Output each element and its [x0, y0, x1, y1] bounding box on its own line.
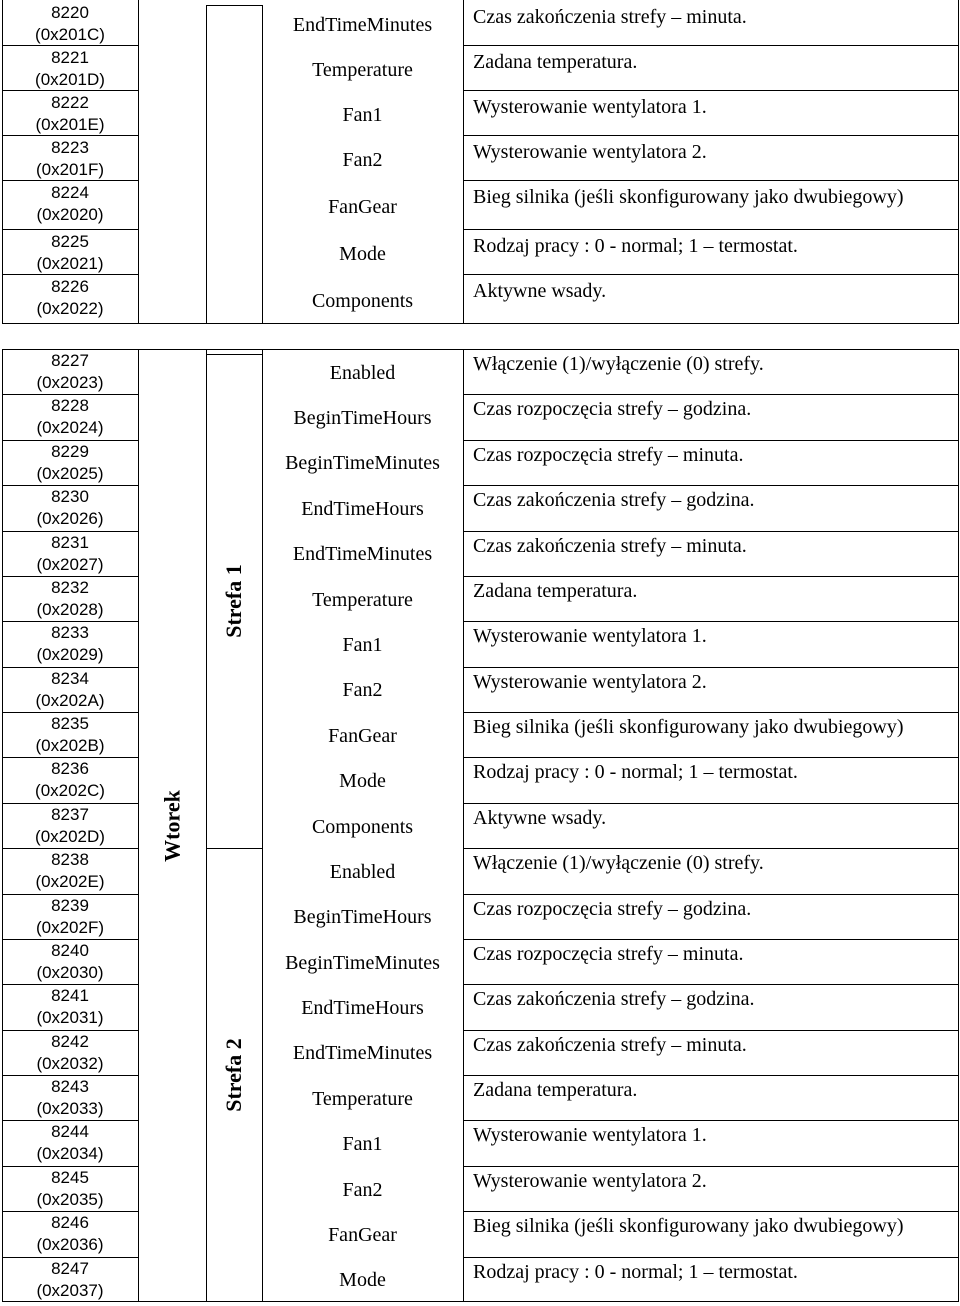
register-description-text: Czas rozpoczęcia strefy – minuta.: [473, 443, 744, 466]
register-address-text: 8220 (0x201C): [35, 3, 105, 44]
table1-desc-row-line: [463, 274, 958, 275]
register-description: [463, 761, 958, 806]
register-address: [2, 1121, 138, 1166]
register-description-text: Aktywne wsady.: [473, 806, 607, 829]
register-name-text: Mode: [339, 1269, 386, 1292]
table2-desc-row-line: [463, 440, 958, 441]
register-description: [463, 444, 958, 489]
register-address: [2, 486, 138, 531]
table2-desc-row-line: [463, 531, 958, 532]
table1-col2-border: [206, 5, 207, 324]
register-description: [463, 280, 958, 330]
register-address: [2, 668, 138, 713]
register-description-text: Zadana temperatura.: [473, 1079, 638, 1102]
register-description-text: Rodzaj pracy : 0 - normal; 1 – termostat.: [473, 235, 798, 257]
register-name: [262, 59, 463, 81]
register-name-text: FanGear: [328, 1223, 397, 1246]
table1-addr-row-line: [2, 229, 138, 230]
table2-col1-border: [138, 349, 139, 1302]
register-name-text: Fan2: [342, 148, 383, 171]
register-description-text: Wysterowanie wentylatora 2.: [473, 141, 707, 163]
register-address: [2, 940, 138, 985]
table2-desc-row-line: [463, 1030, 958, 1031]
register-description: [463, 580, 958, 625]
register-description-text: Zadana temperatura.: [473, 579, 638, 602]
register-address-text: 8244 (0x2034): [36, 1122, 104, 1164]
register-address-text: 8226 (0x2022): [36, 277, 104, 318]
register-name-text: BeginTimeHours: [293, 407, 432, 430]
register-name-text: Components: [311, 290, 414, 312]
register-address: [2, 2, 138, 47]
register-address: [2, 804, 138, 849]
table2-desc-row-line: [463, 939, 958, 940]
register-address-text: 8239 (0x202F): [35, 895, 105, 937]
table2-desc-row-line: [463, 894, 958, 895]
register-name: [262, 1088, 463, 1110]
register-description-text: Wysterowanie wentylatora 1.: [473, 1124, 707, 1147]
register-address: [2, 1212, 138, 1257]
register-address-text: 8221 (0x201D): [35, 48, 105, 89]
register-description-text: Czas zakończenia strefy – godzina.: [473, 489, 755, 512]
register-address-text: 8246 (0x2036): [36, 1213, 104, 1255]
table2-desc-row-line: [463, 485, 958, 486]
register-description: [463, 1215, 958, 1260]
register-name: [262, 589, 463, 611]
register-table-top: [0, 0, 960, 324]
register-address-text: 8222 (0x201E): [35, 93, 105, 134]
register-description: [463, 535, 958, 580]
table1-addr-row-line: [2, 45, 138, 46]
register-address: [2, 895, 138, 940]
register-name-text: Enabled: [329, 361, 396, 384]
table2-desc-row-line: [463, 1211, 958, 1212]
table1-addr-row-line: [2, 274, 138, 275]
register-address-text: 8243 (0x2033): [36, 1077, 104, 1119]
table2-desc-row-line: [463, 576, 958, 577]
register-name-text: Enabled: [329, 860, 396, 883]
register-address-text: 8229 (0x2025): [36, 441, 104, 483]
table2-desc-row-line: [463, 667, 958, 668]
register-description: [463, 625, 958, 670]
register-name: [262, 290, 463, 312]
register-description: [463, 988, 958, 1033]
register-address: [2, 231, 138, 276]
register-description: [463, 1034, 958, 1079]
register-description-text: Rodzaj pracy : 0 - normal; 1 – termostat.: [473, 761, 798, 784]
register-name: [262, 679, 463, 701]
register-address-text: 8233 (0x2029): [36, 623, 104, 665]
register-description: [463, 1170, 958, 1215]
register-name-text: EndTimeMinutes: [292, 13, 433, 36]
register-name: [262, 104, 463, 126]
register-name: [262, 1269, 463, 1291]
register-address: [2, 758, 138, 803]
register-name-text: FanGear: [328, 724, 397, 747]
register-address: [2, 47, 138, 92]
register-description-text: Włączenie (1)/wyłączenie (0) strefy.: [473, 852, 764, 875]
table1-desc-row-line: [463, 45, 958, 46]
register-address-text: 8223 (0x201F): [35, 138, 105, 179]
register-name-text: Fan1: [342, 1133, 383, 1156]
register-description: [463, 353, 958, 398]
register-table-wtorek: [0, 349, 960, 1302]
register-address: [2, 577, 138, 622]
register-description-text: Czas zakończenia strefy – minuta.: [473, 534, 747, 557]
register-name-text: EndTimeMinutes: [292, 1042, 433, 1065]
register-description: [463, 1124, 958, 1169]
register-name: [262, 952, 463, 974]
register-name: [262, 14, 463, 36]
register-description: [463, 716, 958, 761]
register-address: [2, 1167, 138, 1212]
register-address: [2, 350, 138, 395]
register-address: [2, 276, 138, 326]
register-name: [262, 149, 463, 171]
register-name: [262, 1133, 463, 1155]
register-address-text: 8242 (0x2032): [36, 1031, 104, 1073]
register-name-text: Temperature: [312, 1087, 413, 1110]
table1-desc-row-line: [463, 229, 958, 230]
register-name: [262, 1224, 463, 1246]
register-name-text: Fan1: [342, 633, 383, 656]
register-name-text: Fan1: [342, 103, 383, 126]
table2-desc-row-line: [463, 757, 958, 758]
register-address: [2, 395, 138, 440]
register-description-text: Bieg silnika (jeśli skonfigurowany jako dwubiegowy): [473, 1215, 904, 1238]
register-name: [262, 243, 463, 265]
register-description-text: Włączenie (1)/wyłączenie (0) strefy.: [473, 353, 764, 375]
table2-desc-row-line: [463, 848, 958, 849]
register-description: [463, 898, 958, 943]
register-address-text: 8232 (0x2028): [36, 577, 104, 619]
register-description-text: Wysterowanie wentylatora 1.: [473, 96, 707, 118]
register-name-text: Temperature: [312, 588, 413, 611]
register-name-text: Components: [311, 815, 414, 838]
register-description-text: Zadana temperatura.: [473, 51, 638, 73]
register-name: [262, 407, 463, 429]
table2-desc-row-line: [463, 984, 958, 985]
table2-desc-row-line: [463, 1257, 958, 1258]
register-name: [262, 634, 463, 656]
register-name: [262, 362, 463, 384]
register-description: [463, 807, 958, 852]
register-address-text: 8224 (0x2020): [36, 183, 104, 224]
register-address: [2, 849, 138, 894]
register-address-text: 8237 (0x202D): [35, 804, 105, 846]
register-description-text: Rodzaj pracy : 0 - normal; 1 – termostat.: [473, 1260, 798, 1283]
table2-desc-row-line: [463, 621, 958, 622]
register-description-text: Czas rozpoczęcia strefy – minuta.: [473, 942, 744, 965]
register-name: [262, 997, 463, 1019]
register-name: [262, 906, 463, 928]
register-name-text: Mode: [339, 242, 386, 265]
register-description: [463, 852, 958, 897]
register-name-text: BeginTimeHours: [293, 906, 432, 929]
table1-desc-row-line: [463, 135, 958, 136]
register-address-text: 8241 (0x2031): [36, 986, 104, 1028]
register-name-text: EndTimeHours: [301, 497, 424, 520]
register-address-text: 8240 (0x2030): [36, 940, 104, 982]
register-address: [2, 622, 138, 667]
register-description: [463, 489, 958, 534]
register-address: [2, 92, 138, 137]
day-label-wtorek: Wtorek: [159, 789, 184, 862]
register-address-text: 8235 (0x202B): [35, 714, 105, 756]
register-address: [2, 1076, 138, 1121]
register-description-text: Czas zakończenia strefy – minuta.: [473, 6, 747, 28]
register-address: [2, 713, 138, 758]
register-name: [262, 861, 463, 883]
register-name-text: EndTimeHours: [301, 997, 424, 1020]
table2-col2-border: [206, 349, 207, 1302]
table1-addr-row-line: [2, 135, 138, 136]
register-address-text: 8238 (0x202E): [35, 850, 105, 892]
register-description: [463, 1261, 958, 1306]
register-description-text: Czas zakończenia strefy – godzina.: [473, 988, 755, 1011]
register-name-text: Mode: [339, 770, 386, 793]
table2-desc-row-line: [463, 394, 958, 395]
register-description: [463, 1079, 958, 1124]
register-name: [262, 816, 463, 838]
table1-desc-row-line: [463, 180, 958, 181]
register-name: [262, 770, 463, 792]
register-address-text: 8231 (0x2027): [36, 532, 104, 574]
register-name-text: FanGear: [328, 195, 397, 218]
register-name-text: BeginTimeMinutes: [285, 452, 440, 475]
register-address: [2, 441, 138, 486]
register-description-text: Bieg silnika (jeśli skonfigurowany jako dwubiegowy): [473, 186, 904, 208]
register-description-text: Czas rozpoczęcia strefy – godzina.: [473, 398, 752, 421]
table1-addr-row-line: [2, 90, 138, 91]
register-name-text: BeginTimeMinutes: [285, 951, 440, 974]
register-name: [262, 452, 463, 474]
table1-inner-top-line: [206, 5, 262, 6]
table2-desc-row-line: [463, 1120, 958, 1121]
register-description-text: Wysterowanie wentylatora 1.: [473, 625, 707, 648]
register-description-text: Czas rozpoczęcia strefy – godzina.: [473, 897, 752, 920]
register-address-text: 8228 (0x2024): [36, 396, 104, 438]
zone-label-strefa-1: Strefa 1: [221, 564, 246, 638]
table2-desc-row-line: [463, 712, 958, 713]
register-name-text: Fan2: [342, 1178, 383, 1201]
register-name: [262, 498, 463, 520]
register-address-text: 8236 (0x202C): [35, 759, 105, 801]
zone-label-strefa-2: Strefa 2: [220, 1038, 246, 1112]
register-name-text: Fan2: [342, 679, 383, 702]
register-name: [262, 1042, 463, 1064]
table1-col1-border: [138, 0, 139, 324]
register-address: [2, 985, 138, 1030]
table2-desc-row-line: [463, 1075, 958, 1076]
table1-addr-row-line: [2, 180, 138, 181]
register-description: [463, 186, 958, 235]
register-name-text: EndTimeMinutes: [292, 543, 433, 566]
register-address: [2, 1258, 138, 1303]
register-address: [2, 137, 138, 182]
register-name-text: Temperature: [312, 58, 413, 81]
register-address-text: 8245 (0x2035): [36, 1167, 104, 1209]
table2-desc-row-line: [463, 1166, 958, 1167]
register-name: [262, 1179, 463, 1201]
register-description-text: Wysterowanie wentylatora 2.: [473, 670, 707, 693]
register-address: [2, 182, 138, 231]
register-address-text: 8247 (0x2037): [36, 1258, 104, 1300]
register-address-text: 8234 (0x202A): [35, 668, 105, 710]
register-name: [262, 196, 463, 218]
register-description-text: Aktywne wsady.: [473, 280, 607, 302]
register-address: [2, 1031, 138, 1076]
table2-desc-row-line: [463, 803, 958, 804]
table2-right-border: [958, 349, 959, 1302]
register-description-text: Wysterowanie wentylatora 2.: [473, 1169, 707, 1192]
register-description: [463, 398, 958, 443]
register-address-text: 8225 (0x2021): [36, 232, 104, 273]
table1-desc-row-line: [463, 90, 958, 91]
table2-top-border: [2, 349, 959, 350]
register-description: [463, 671, 958, 716]
register-description-text: Czas zakończenia strefy – minuta.: [473, 1033, 747, 1056]
register-description-text: Bieg silnika (jeśli skonfigurowany jako dwubiegowy): [473, 716, 904, 739]
register-description: [463, 943, 958, 988]
register-address-text: 8230 (0x2026): [36, 487, 104, 529]
register-address-text: 8227 (0x2023): [36, 351, 104, 392]
register-name: [262, 543, 463, 565]
table1-right-border: [958, 0, 959, 324]
register-address: [2, 532, 138, 577]
register-name: [262, 725, 463, 747]
